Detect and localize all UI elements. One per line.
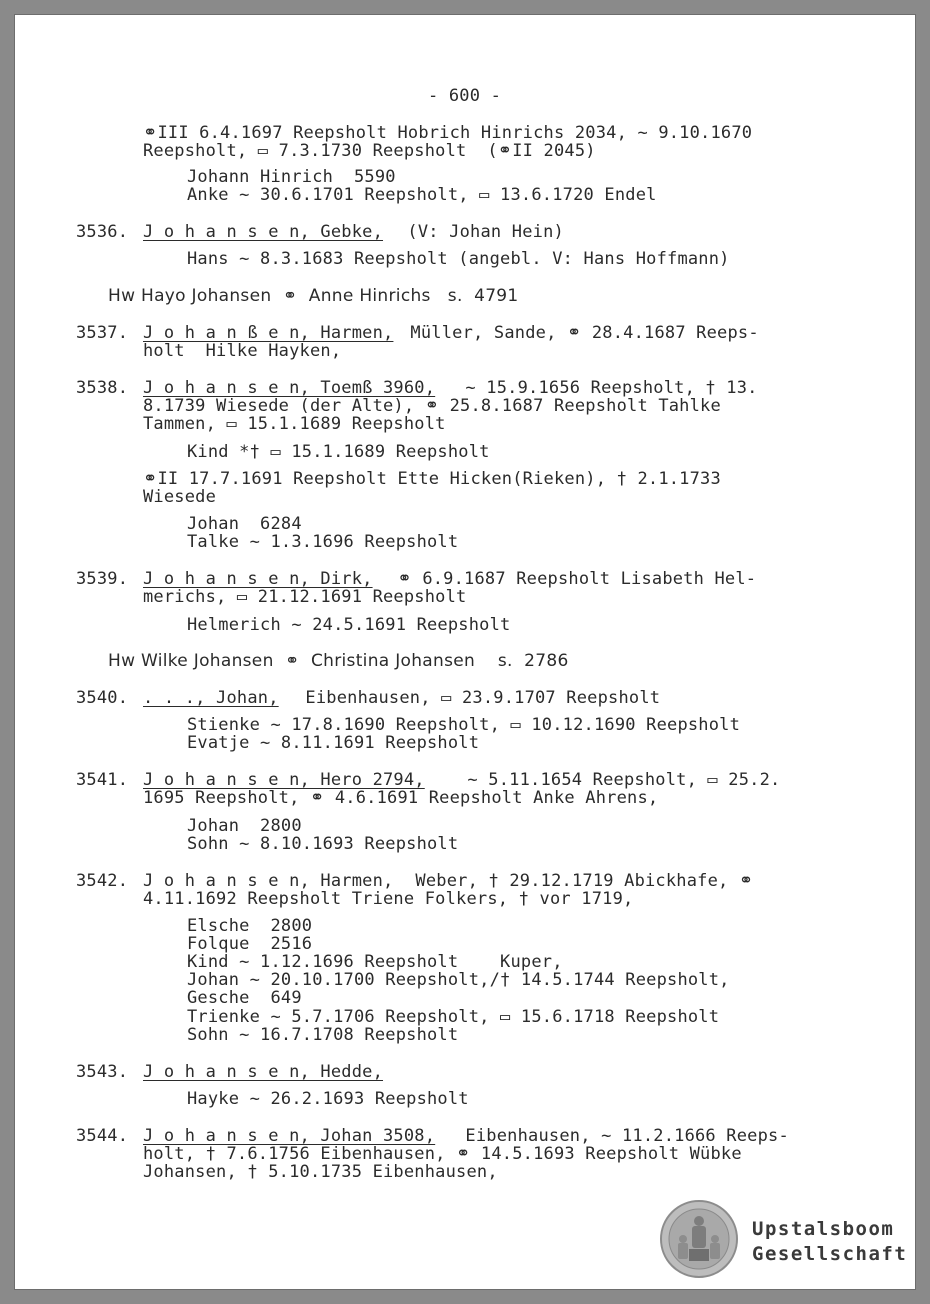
text-line: ⚭III 6.4.1697 Reepsholt Hobrich Hinrichs 2034, ~ 9.10.1670 [143, 123, 753, 143]
child-line: Sohn ~ 8.10.1693 Reepsholt [187, 834, 459, 854]
entry-number: 3538. [76, 378, 129, 398]
seal-icon [659, 1199, 739, 1279]
child-line: Talke ~ 1.3.1696 Reepsholt [187, 532, 459, 552]
child-line: Sohn ~ 16.7.1708 Reepsholt [187, 1025, 459, 1045]
entry-text: Müller, Sande, ⚭ 28.4.1687 Reeps- [400, 323, 759, 343]
child-line: Trienke ~ 5.7.1706 Reepsholt, ▭ 15.6.1718 Reepsholt [187, 1007, 720, 1027]
text-line: merichs, ▭ 21.12.1691 Reepsholt [143, 587, 467, 607]
text-line: 8.1739 Wiesede (der Alte), ⚭ 25.8.1687 Reepsholt Tahlke [143, 396, 721, 416]
text-line: 4.11.1692 Reepsholt Triene Folkers, † vor 1719, [143, 889, 634, 909]
entry-name: J o h a n s e n, Harmen, [143, 871, 394, 891]
child-line: Hans ~ 8.3.1683 Reepsholt (angebl. V: Hans Hoffmann) [187, 249, 730, 269]
entry-text: ~ 15.9.1656 Reepsholt, † 13. [455, 378, 758, 398]
entry-name: J o h a n s e n, Johan 3508, [143, 1126, 436, 1146]
text-line: Johansen, † 5.10.1735 Eibenhausen, [143, 1162, 498, 1182]
child-line: Evatje ~ 8.11.1691 Reepsholt [187, 733, 480, 753]
page-number: - 600 - [428, 86, 502, 106]
child-line: Johan 2800 [187, 816, 302, 836]
child-line: Kind ~ 1.12.1696 Reepsholt Kuper, [187, 952, 563, 972]
text-line: ⚭II 17.7.1691 Reepsholt Ette Hicken(Rieken), † 2.1.1733 [143, 469, 721, 489]
child-line: Folque 2516 [187, 934, 313, 954]
text-line: 1695 Reepsholt, ⚭ 4.6.1691 Reepsholt Anke Ahrens, [143, 788, 659, 808]
child-line: Gesche 649 [187, 988, 302, 1008]
entry-number: 3542. [76, 871, 129, 891]
entry-name: . . ., Johan, [143, 688, 279, 708]
handwritten-note: Hw Hayo Johansen ⚭ Anne Hinrichs s. 4791 [108, 286, 519, 306]
entry-number: 3536. [76, 222, 129, 242]
handwritten-note: Hw Wilke Johansen ⚭ Christina Johansen s. 2786 [108, 651, 569, 671]
child-line: Johan ~ 20.10.1700 Reepsholt,/† 14.5.1744 Reepsholt, [187, 970, 730, 990]
child-line: Johann Hinrich 5590 [187, 167, 396, 187]
entry-name: J o h a n ß e n, Harmen, [143, 323, 394, 343]
child-line: Helmerich ~ 24.5.1691 Reepsholt [187, 615, 511, 635]
child-line: Kind *† ▭ 15.1.1689 Reepsholt [187, 442, 490, 462]
entry-number: 3537. [76, 323, 129, 343]
entry-number: 3544. [76, 1126, 129, 1146]
text-line: holt, † 7.6.1756 Eibenhausen, ⚭ 14.5.1693 Reepsholt Wübke [143, 1144, 742, 1164]
entry-number: 3543. [76, 1062, 129, 1082]
entry-text: Weber, † 29.12.1719 Abickhafe, ⚭ [405, 871, 754, 891]
entry-name: J o h a n s e n, Gebke, [143, 222, 384, 242]
text-line: Reepsholt, ▭ 7.3.1730 Reepsholt (⚭II 2045) [143, 141, 596, 161]
entry-text: (V: Johan Hein) [397, 222, 564, 242]
entry-number: 3540. [76, 688, 129, 708]
logo-line-1: Upstalsboom [752, 1218, 895, 1240]
entry-name: J o h a n s e n, Hedde, [143, 1062, 384, 1082]
entry-number: 3541. [76, 770, 129, 790]
child-line: Stienke ~ 17.8.1690 Reepsholt, ▭ 10.12.1690 Reepsholt [187, 715, 741, 735]
entry-text: ⚭ 6.9.1687 Reepsholt Lisabeth Hel- [387, 569, 757, 589]
entry-text: Eibenhausen, ▭ 23.9.1707 Reepsholt [295, 688, 661, 708]
entry-number: 3539. [76, 569, 129, 589]
entry-text: Eibenhausen, ~ 11.2.1666 Reeps- [455, 1126, 789, 1146]
entry-text: ~ 5.11.1654 Reepsholt, ▭ 25.2. [457, 770, 781, 790]
entry-name: J o h a n s e n, Toemß 3960, [143, 378, 436, 398]
child-line: Hayke ~ 26.2.1693 Reepsholt [187, 1089, 469, 1109]
entry-name: J o h a n s e n, Hero 2794, [143, 770, 425, 790]
text-line: Wiesede [143, 487, 217, 507]
text-line: holt Hilke Hayken, [143, 341, 342, 361]
entry-name: J o h a n s e n, Dirk, [143, 569, 373, 589]
text-line: Tammen, ▭ 15.1.1689 Reepsholt [143, 414, 446, 434]
child-line: Johan 6284 [187, 514, 302, 534]
child-line: Elsche 2800 [187, 916, 313, 936]
logo-line-2: Gesellschaft [752, 1243, 908, 1265]
child-line: Anke ~ 30.6.1701 Reepsholt, ▭ 13.6.1720 Endel [187, 185, 657, 205]
